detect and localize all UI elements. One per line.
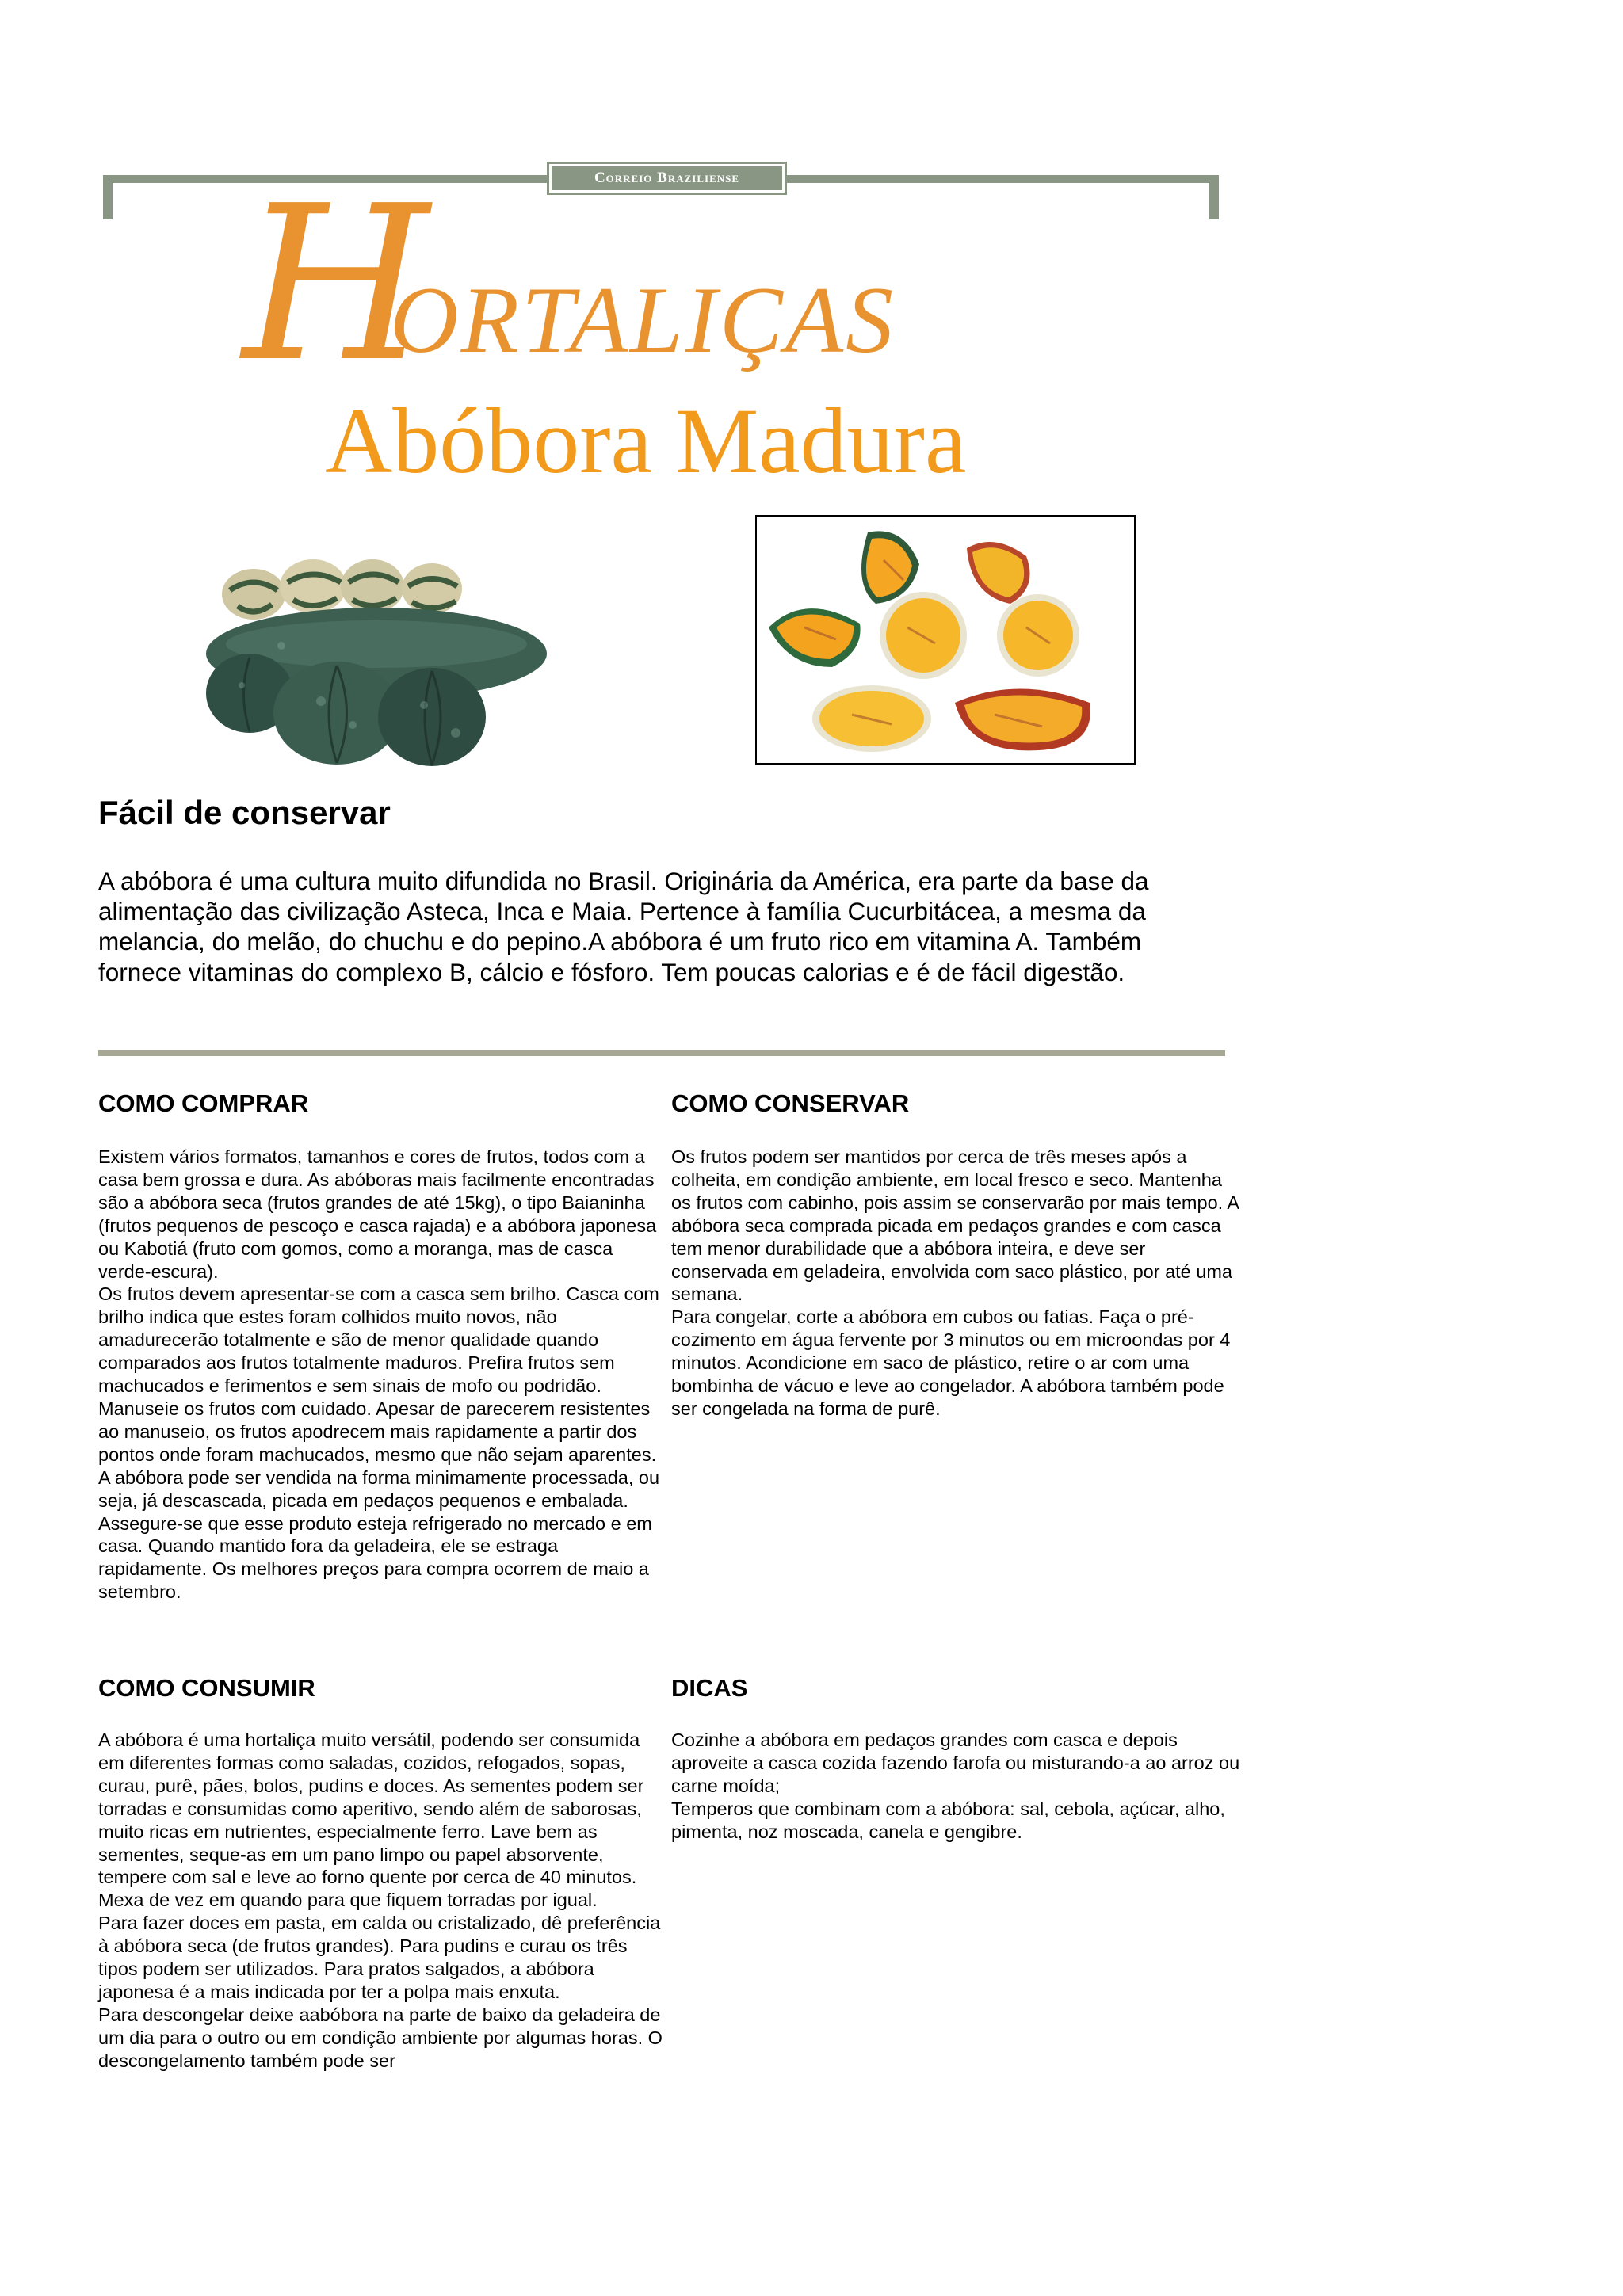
- como-consumir-text: A abóbora é uma hortaliça muito versátil, podendo ser consumida em diferentes formas como saladas, cozidos, refogados, sopas, curau, purê, pães, bolos, pudins e doces. As sementes podem ser torradas e consumidas como aperitivo, sendo além de saborosas, muito ricas em nutrientes, especialmente ferro. Lave bem as sementes, seque-as em um pano limpo ou papel absorvente, tempere com sal e leve ao forno quente por cerca de 40 minutos. Mexa de vez em quando para que fiquem torradas por igual. Para fazer doces em pasta, em calda ou cristalizado, dê preferência à abóbora seca (de frutos grandes). Para pudins e curau os três tipos podem ser utilizados. Para pratos salgados, a abóbora japonesa é a mais indicada por ter a polpa mais enxuta. Para descongelar deixe aabóbora na parte de baixo da geladeira de um dia para o outro ou em condição ambiente por algumas horas. O descongelamento também pode ser: [98, 1730, 663, 2071]
- como-conservar-text: Os frutos podem ser mantidos por cerca de três meses após a colheita, em condição ambiente, em local fresco e seco. Mantenha os frutos com cabinho, pois assim se conservarão por mais tempo. A abóbora seca comprada picada em pedaços grandes e com casca tem menor durabilidade que a abóbora inteira, e deve ser conservada em geladeira, envolvida com saco plástico, por até uma semana. Para congelar, corte a abóbora em cubos ou fatias. Faça o pré-cozimento em água fervente por 3 minutos ou em microondas por 4 minutos. Acondicione em saco de plástico, retire o ar com uma bombinha de vácuo e leve ao congelador. A abóbora também pode ser congelada na forma de purê.: [671, 1146, 1239, 1419]
- pumpkin-slices-photo: [755, 515, 1136, 765]
- section-title-initial: H: [242, 159, 430, 409]
- como-consumir-heading: COMO CONSUMIR: [98, 1674, 315, 1702]
- masthead-frame-right: [1209, 175, 1219, 219]
- intro-heading: Fácil de conservar: [98, 794, 391, 831]
- como-conservar-heading: COMO CONSERVAR: [671, 1089, 910, 1117]
- como-comprar-heading: COMO COMPRAR: [98, 1089, 309, 1117]
- dicas-heading: DICAS: [671, 1674, 748, 1702]
- masthead-frame-left: [103, 175, 113, 219]
- newspaper-logo: [549, 164, 785, 193]
- newspaper-logo-text: Correio Braziliense: [594, 170, 740, 186]
- dicas-text: Cozinhe a abóbora em pedaços grandes com casca e depois aproveite a casca cozida fazendo farofa ou misturando-a ao arroz ou carne moída; Temperos que combinam com a abóbora: sal, cebola, açúcar, alho, pimenta, noz moscada, canela e gengibre.: [671, 1730, 1240, 1842]
- como-comprar-text: Existem vários formatos, tamanhos e cores de frutos, todos com a casa bem grossa e dura. As abóboras mais facilmente encontradas são a abóbora seca (frutos grandes de até 15kg), o tipo Baianinha (frutos pequenos de pescoço e casca rajada) e a abóbora japonesa ou Kabotiá (fruto com gomos, como a moranga, mas de casca verde-escura). Os frutos devem apresentar-se com a casca sem brilho. Casca com brilho indica que estes foram colhidos muito novos, não amadurecerão totalmente e são de menor qualidade quando comparados aos frutos totalmente maduros. Prefira frutos sem machucados e ferimentos e sem sinais de mofo ou podridão. Manuseie os frutos com cuidado. Apesar de parecerem resistentes ao manuseio, os frutos apodrecem mais rapidamente a partir dos pontos onde foram machucados, mesmo que não sejam aparentes. A abóbora pode ser vendida na forma minimamente processada, ou seja, já descascada, picada em pedaços pequenos e embalada. Assegure-se que esse produto esteja refrigerado no mercado e em casa. Quando mantido fora da geladeira, ele se estraga rapidamente. Os melhores preços para compra ocorrem de maio a setembro.: [98, 1146, 660, 1603]
- pumpkins-photo: [194, 543, 582, 772]
- section-title-rest: ORTALIÇAS: [390, 267, 896, 372]
- section-divider: [98, 1050, 1225, 1056]
- page-title: Abóbora Madura: [325, 389, 967, 493]
- intro-text: A abóbora é uma cultura muito difundida no Brasil. Originária da América, era parte da base da alimentação das civilização Asteca, Inca e Maia. Pertence à família Cucurbitácea, a mesma da melancia, do melão, do chuchu e do pepino.A abóbora é um fruto rico em vitamina A. Também fornece vitaminas do complexo B, cálcio e fósforo. Tem poucas calorias e é de fácil digestão.: [98, 867, 1149, 986]
